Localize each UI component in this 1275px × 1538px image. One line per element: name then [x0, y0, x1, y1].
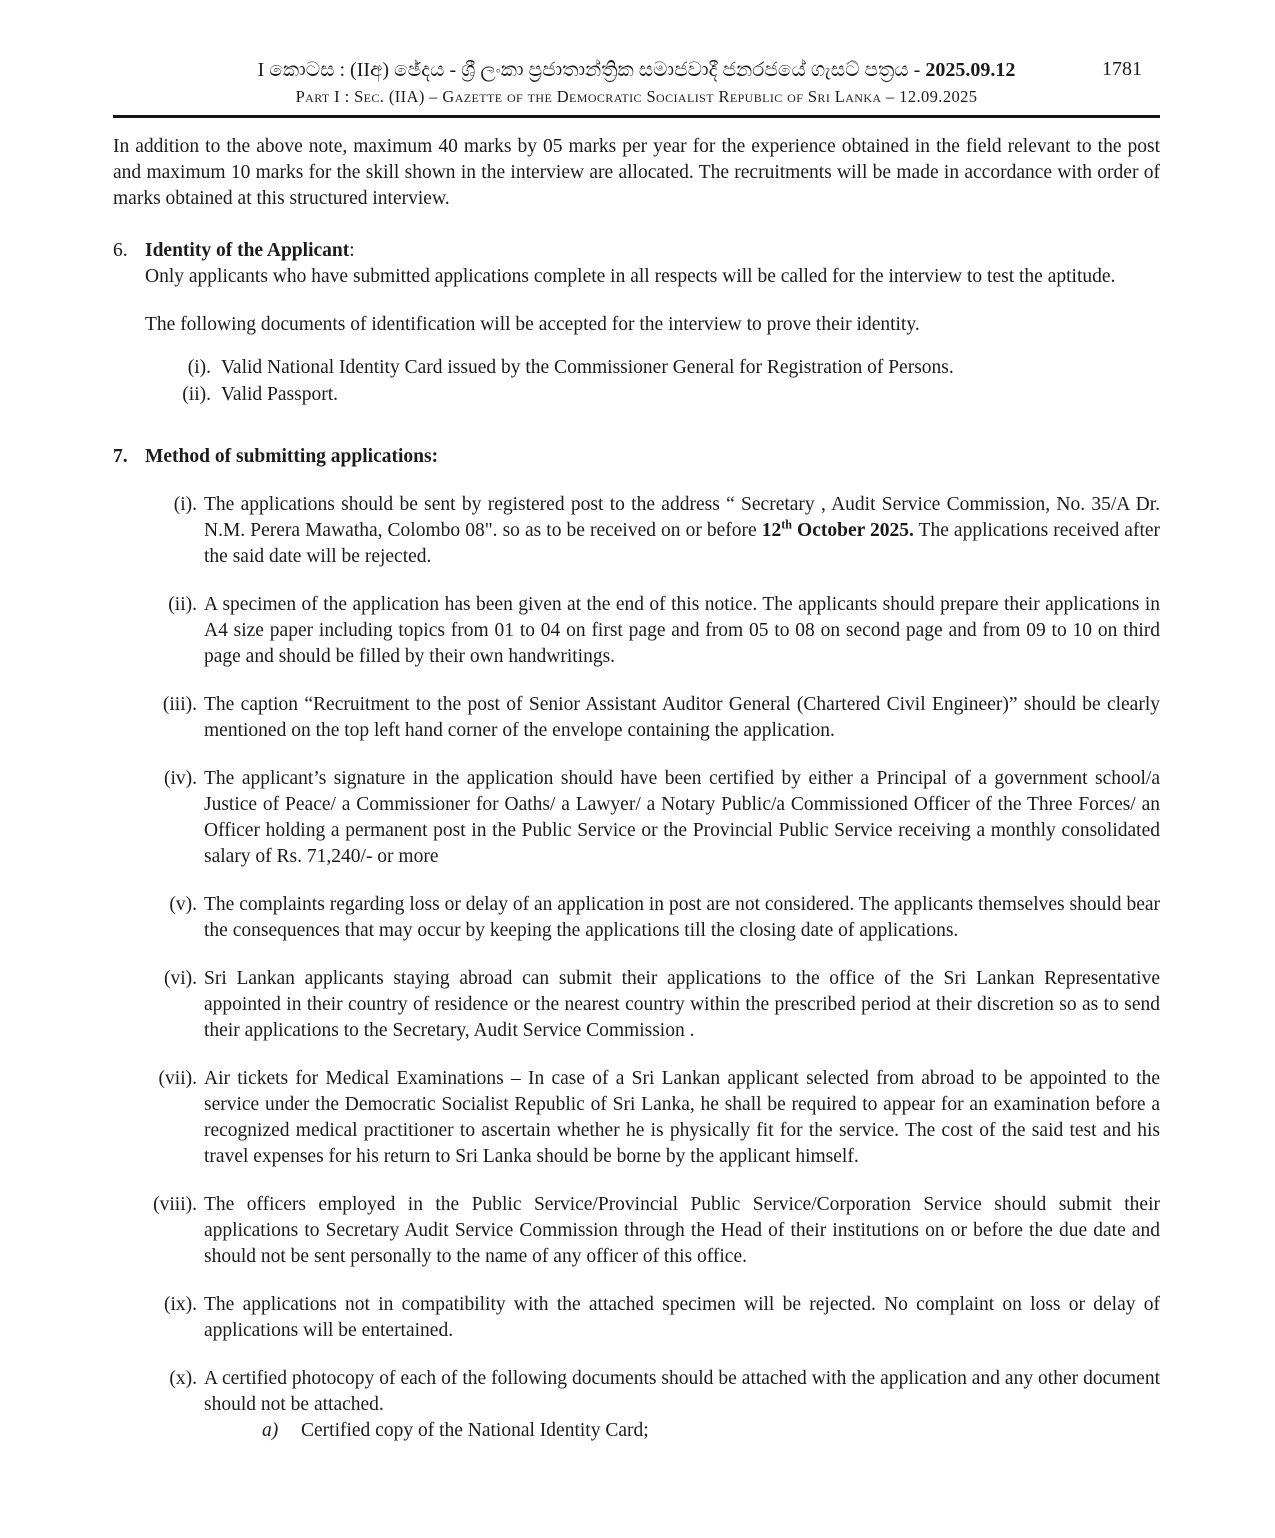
- list-item: [113, 381, 1160, 408]
- section-7-title: Method of submitting applications:: [145, 446, 439, 467]
- item-marker: (ix).: [163, 1294, 197, 1315]
- item-text: The officers employed in the Public Service/Provincial Public Service/Corporation Service should submit their applications to Secretary Audit Service Commission through the Head of their institutions on or before the due date and should not be sent personally to the name of any officer of this office.: [204, 1194, 1160, 1267]
- page-header: [113, 0, 1160, 118]
- list-item: [113, 492, 1160, 570]
- list-item: [113, 1292, 1160, 1344]
- section-7-heading: [113, 444, 1160, 470]
- page-number: 1781: [1102, 58, 1142, 80]
- header-sinhala-date: 2025.09.12: [925, 59, 1016, 81]
- item-text: Sri Lankan applicants staying abroad can submit their applications to the office of the Sri Lankan Representative appointed in their country of residence or the nearest country within the prescribed period at their discretion so as to send their applications to the Secretary, Audit Service Commission .: [204, 968, 1160, 1041]
- section-7: [113, 444, 1160, 1444]
- item-marker: (i).: [173, 494, 197, 515]
- header-sinhala-text: I කොටස : (IIඅ) ඡේදය - ශ්‍රී ලංකා ප්‍රජාතාන්ත්‍රික සමාජවාදී ජනරජයේ ගැසට් පත්‍රය -: [257, 59, 926, 81]
- section-6-title: Identity of the Applicant: [145, 240, 350, 261]
- item-text-pre: The applications should be sent by registered post to the address “ Secretary , Audit Service Commission, No. 35/A Dr. N.M. Perera Mawatha, Colombo 08". so as to be received on or before: [204, 494, 1160, 541]
- item-marker: (ii).: [182, 384, 211, 405]
- section-6-title-wrap: [145, 238, 355, 264]
- item-text: The applicant’s signature in the application should have been certified by either a Principal of a government school/a Justice of Peace/ a Commissioner for Oaths/ a Lawyer/ a Notary Public/a Commissioned Officer of the Three Forces/ an Officer holding a permanent post in the Public Service or the Provincial Public Service receiving a monthly consolidated salary of Rs. 71,240/- or more: [204, 768, 1160, 867]
- item-text: Valid National Identity Card issued by the Commissioner General for Registration of Persons.: [221, 357, 954, 378]
- header-rule: [113, 115, 1160, 118]
- section-6-heading: [113, 238, 1160, 264]
- identity-document-list: [113, 354, 1160, 408]
- section-6-paragraph-2: The following documents of identification will be accepted for the interview to prove their identity.: [145, 314, 920, 335]
- list-item: [113, 966, 1160, 1044]
- sub-item-text: Certified copy of the National Identity Card;: [301, 1420, 649, 1441]
- item-text: The complaints regarding loss or delay of an application in post are not considered. The applicants themselves should bear the consequences that may occur by keeping the applications till the closing date of applications.: [204, 894, 1160, 941]
- item-text: Air tickets for Medical Examinations – In case of a Sri Lankan applicant selected from abroad to be appointed to the service under the Democratic Socialist Republic of Sri Lanka, he shall be required to appear for an examination before a recognized medical practitioner to ascertain whether he is physically fit for the service. The cost of the said test and his travel expenses for his return to Sri Lanka should be borne by the applicant himself.: [204, 1068, 1160, 1167]
- deadline-day: 12: [761, 520, 782, 541]
- item-marker: (x).: [169, 1368, 197, 1389]
- intro-paragraph: In addition to the above note, maximum 40 marks by 05 marks per year for the experience obtained in the field relevant to the post and maximum 10 marks for the skill shown in the interview are allocated. The recruitments will be made in accordance with order of marks obtained at this structured interview.: [113, 136, 1160, 209]
- document-body: [113, 134, 1160, 1444]
- deadline-month-year: October 2025.: [792, 520, 914, 541]
- section-6-paragraph-1: Only applicants who have submitted applications complete in all respects will be called for the interview to test the aptitude.: [145, 266, 1116, 287]
- sub-list-item: [204, 1418, 1160, 1444]
- item-text: The applications not in compatibility with the attached specimen will be rejected. No complaint on loss or delay of applications will be entertained.: [204, 1294, 1160, 1341]
- list-item: [113, 1366, 1160, 1444]
- item-text: [204, 1366, 1160, 1444]
- header-english-title: Part I : Sec. (IIA) – Gazette of the Democratic Socialist Republic of Sri Lanka – 12.09.2025: [295, 87, 978, 106]
- item-text: The caption “Recruitment to the post of Senior Assistant Auditor General (Chartered Civil Engineer)” should be clearly mentioned on the top left hand corner of the envelope containing the application.: [204, 694, 1160, 741]
- list-item: [113, 592, 1160, 670]
- list-item: [113, 1066, 1160, 1170]
- list-item: [113, 1192, 1160, 1270]
- deadline-ordinal: th: [781, 517, 792, 532]
- item-marker: (viii).: [153, 1194, 197, 1215]
- item-text: A specimen of the application has been given at the end of this notice. The applicants should prepare their applications in A4 size paper including topics from 01 to 04 on first page and from 05 to 08 on second page and from 09 to 10 on third page and should be filled by their own handwritings.: [204, 594, 1160, 667]
- item-marker: (iv).: [163, 768, 197, 789]
- item-marker: (i).: [187, 357, 211, 378]
- header-sinhala-title: [113, 55, 1160, 85]
- item-marker: (iii).: [162, 694, 197, 715]
- item-marker: (v).: [169, 894, 197, 915]
- section-6: [113, 238, 1160, 408]
- section-6-number: 6.: [113, 240, 128, 261]
- list-item: [113, 354, 1160, 381]
- item-text: [204, 492, 1160, 570]
- item-text: Valid Passport.: [221, 384, 338, 405]
- section-6-title-suffix: :: [349, 240, 355, 261]
- item-marker: (ii).: [168, 594, 197, 615]
- item-marker: (vi).: [163, 968, 197, 989]
- list-item: [113, 892, 1160, 944]
- item-text-post: The applications received after the said date will be rejected.: [204, 520, 1161, 567]
- sub-item-marker: a): [262, 1420, 279, 1441]
- item-marker: (vii).: [158, 1068, 197, 1089]
- list-item: [113, 766, 1160, 870]
- section-7-number: 7.: [113, 446, 128, 467]
- list-item: [113, 692, 1160, 744]
- deadline-date: [761, 517, 914, 541]
- item-text-main: A certified photocopy of each of the following documents should be attached with the application and any other document should not be attached.: [204, 1368, 1160, 1415]
